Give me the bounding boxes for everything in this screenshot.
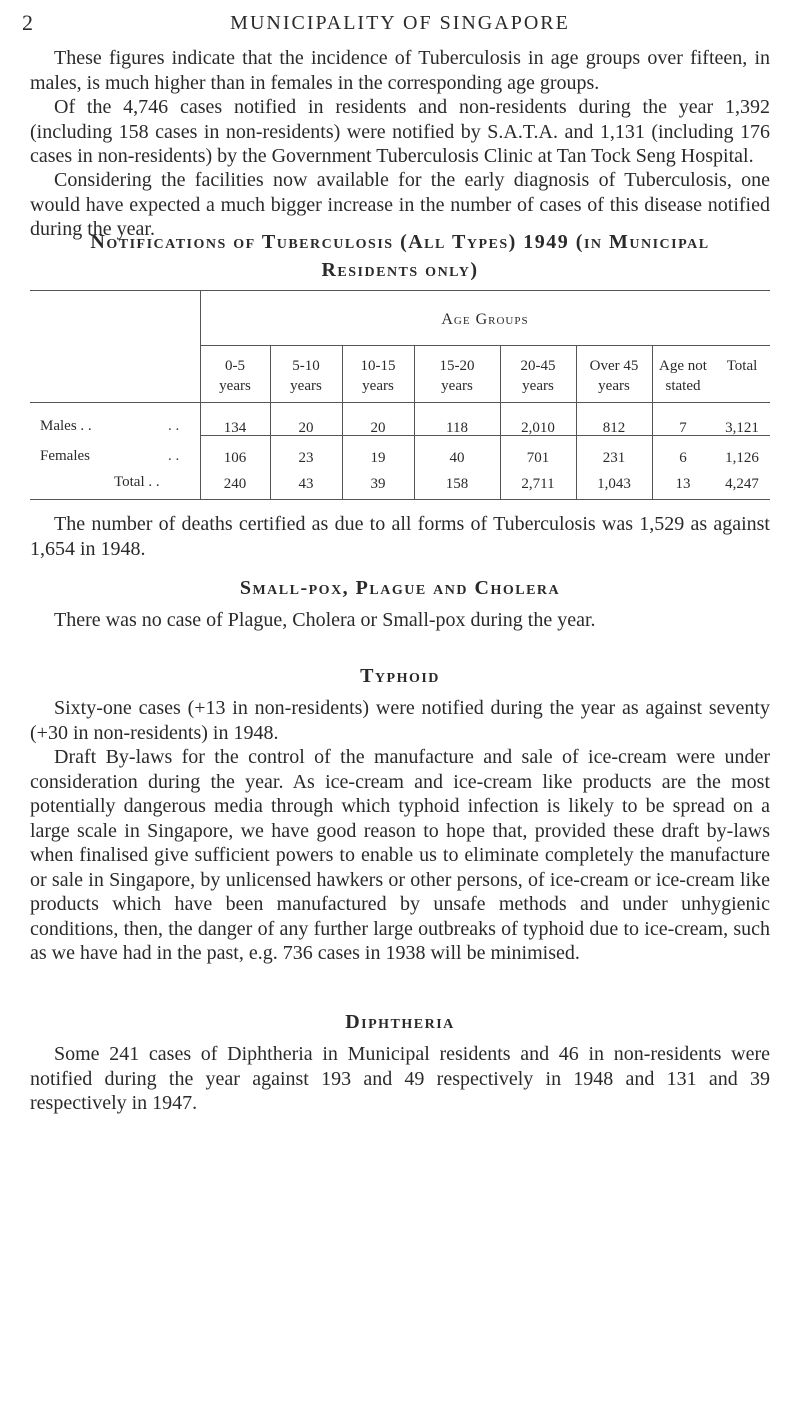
smallpox-heading: Small-pox, Plague and Cholera [239, 577, 561, 599]
table-header-rule [30, 402, 770, 403]
age-groups-header: Age Groups [441, 311, 529, 328]
column-header: 0-5 years [219, 358, 251, 394]
table-cell: 20 [370, 420, 386, 436]
table-cell: 812 [602, 420, 626, 436]
table-cell: 701 [526, 450, 550, 466]
row-label: Females [40, 448, 90, 464]
column-header: 5-10 years [290, 358, 322, 394]
table-cell: 4,247 [725, 476, 759, 492]
column-header: 10-15 years [360, 358, 396, 394]
column-header: 20-45 years [520, 358, 556, 394]
smallpox-paragraph: There was no case of Plague, Cholera or Small-pox during the year. [54, 609, 596, 631]
page-number: 2 [22, 10, 33, 35]
table-title-line-1: Notifications of Tuberculosis (All Types) 1949 (in Municipal [90, 231, 710, 253]
column-header: Over 45 years [589, 358, 639, 394]
table-group-rule [200, 345, 770, 346]
intro-paragraph-1: These figures indicate that the incidence of Tuberculosis in age groups over fifteen, in males, is much higher than in females in the corresponding age groups. [30, 47, 770, 94]
typhoid-paragraph-1: Sixty-one cases (+13 in non-residents) were notified during the year as against seventy (+30 in non-residents) in 1948. [30, 697, 770, 744]
table-cell: 40 [449, 450, 465, 466]
table-cell: 3,121 [725, 420, 759, 436]
column-header: Total [726, 358, 758, 374]
row-label: Males . . [40, 418, 92, 434]
diphtheria-heading: Diphtheria [345, 1011, 455, 1033]
row-leader-dots: . . [168, 448, 180, 464]
table-cell: 19 [370, 450, 386, 466]
table-cell: 2,711 [521, 476, 555, 492]
intro-paragraph-3: Considering the facilities now available for the early diagnosis of Tuberculosis, one would have expected a much bigger increase in the number of cases of this disease notified during the year. [30, 169, 770, 240]
table-bottom-rule [30, 499, 770, 500]
typhoid-paragraph-2: Draft By-laws for the control of the manufacture and sale of ice-cream were under consideration during the year. As ice-cream and ice-cream like products are the most potentially dangerous media through which typhoid infection is likely to be spread on a large scale in Singapore, we have good reason to hope that, provided these draft by-laws when finalised give sufficient powers to enable us to eliminate completely the manufacture or sale in Singapore, by unlicensed hawkers or other persons, of ice-cream or ice-cream like products which have been manufactured by unsafe methods and under unhygienic conditions, then, the danger of any further large outbreaks of typhoid due to ice-cream, such as we have had in the past, e.g. 736 cases in 1938 will be minimised. [30, 746, 770, 964]
table-top-rule [30, 290, 770, 291]
typhoid-heading: Typhoid [360, 665, 440, 687]
table-cell: 1,126 [725, 450, 759, 466]
table-cell: 231 [602, 450, 626, 466]
table-cell: 2,010 [521, 420, 555, 436]
intro-paragraph-2: Of the 4,746 cases notified in residents and non-residents during the year 1,392 (including 158 cases in non-residents) were notified by S.A.T.A. and 1,131 (including 176 cases in non-residents) by the Government Tuberculosis Clinic at Tan Tock Seng Hospital. [30, 96, 770, 167]
table-cell: 240 [223, 476, 247, 492]
column-header: 15-20 years [439, 358, 475, 394]
table-cell: 43 [298, 476, 314, 492]
table-title-line-2: Residents only) [321, 259, 479, 281]
running-title: MUNICIPALITY OF SINGAPORE [230, 12, 570, 34]
table-cell: 158 [445, 476, 469, 492]
table-cell: 7 [679, 420, 687, 436]
deaths-paragraph: The number of deaths certified as due to all forms of Tuberculosis was 1,529 as against 1,654 in 1948. [30, 513, 770, 560]
diphtheria-paragraph: Some 241 cases of Diphtheria in Municipal residents and 46 in non-residents were notified during the year against 193 and 49 respectively in 1948 and 131 and 39 respectively in 1947. [30, 1043, 770, 1114]
column-header: Age not stated [659, 358, 707, 394]
table-cell: 106 [223, 450, 247, 466]
table-cell: 1,043 [597, 476, 631, 492]
tuberculosis-table [30, 290, 770, 500]
table-cell: 20 [298, 420, 314, 436]
table-cell: 13 [675, 476, 691, 492]
table-cell: 6 [679, 450, 687, 466]
row-leader-dots: . . [168, 418, 180, 434]
table-cell: 118 [446, 420, 468, 436]
table-cell: 39 [370, 476, 386, 492]
table-cell: 134 [223, 420, 247, 436]
row-label: Total . . [114, 474, 160, 490]
table-cell: 23 [298, 450, 314, 466]
